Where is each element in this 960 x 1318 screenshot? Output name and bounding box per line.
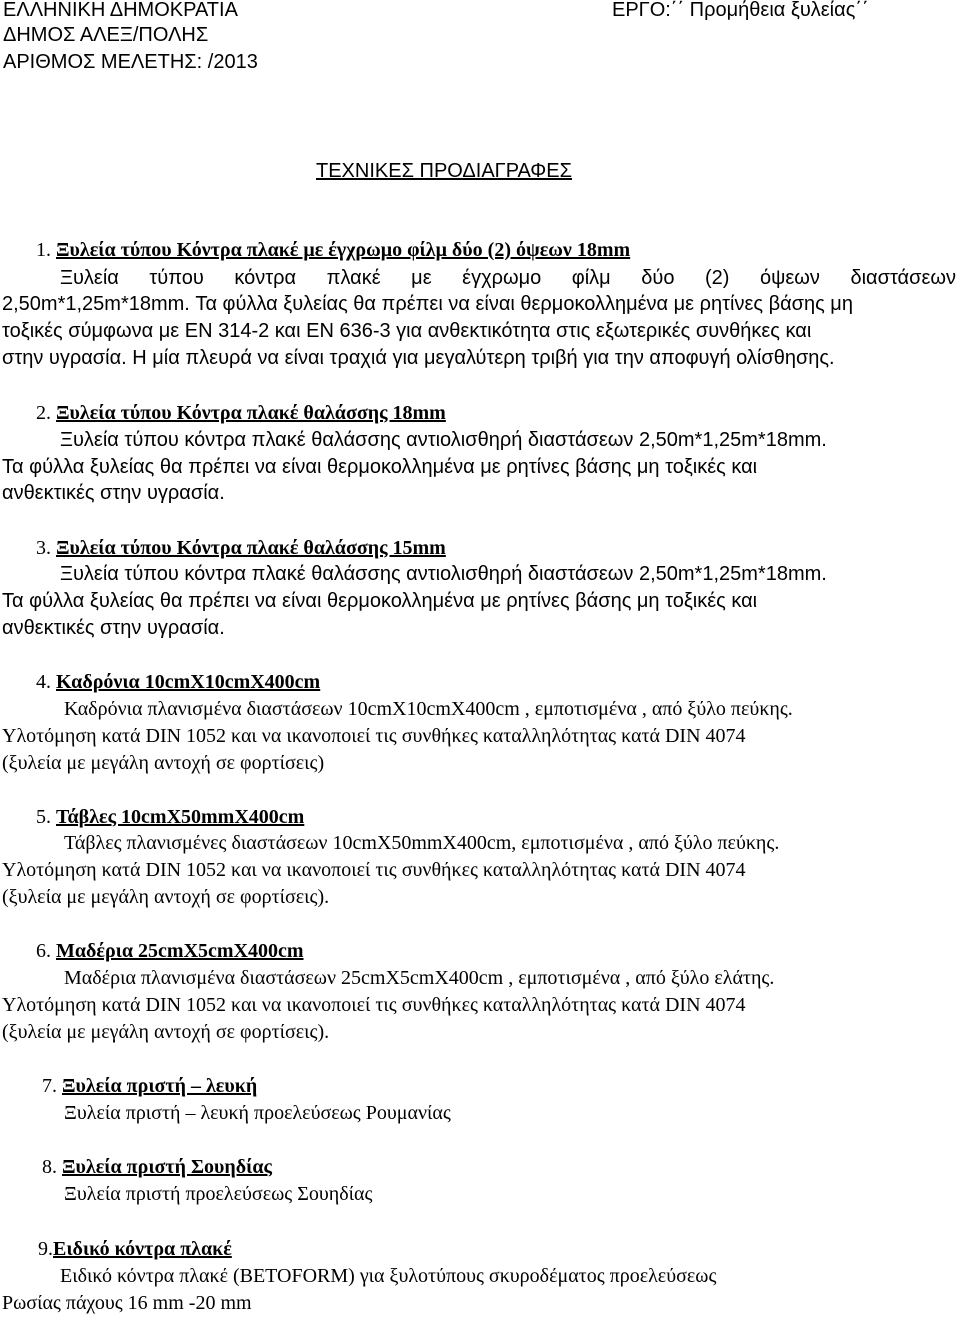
item-4-line-2: Υλοτόμηση κατά DIN 1052 και να ικανοποιεί τις συνθήκες καταλληλότητας κατά DIN 4074 bbox=[2, 725, 746, 747]
item-number: 6. bbox=[36, 940, 51, 962]
item-1-heading bbox=[36, 237, 630, 263]
header-line-3: ΑΡΙΘΜΟΣ ΜΕΛΕΤΗΣ: /2013 bbox=[3, 51, 258, 73]
item-1-line-3: τοξικές σύμφωνα με EN 314-2 και EN 636-3 για ανθεκτικότητα στις εξωτερικές συνθήκες και bbox=[2, 320, 812, 342]
item-number: 1. bbox=[36, 239, 51, 261]
item-heading-text: Μαδέρια 25cmX5cmX400cm bbox=[56, 940, 304, 962]
item-2-line-1: Ξυλεία τύπου κόντρα πλακέ θαλάσσης αντιολισθηρή διαστάσεων 2,50m*1,25m*18mm. bbox=[60, 429, 827, 451]
header-line-2: ΔΗΜΟΣ ΑΛΕΞ/ΠΟΛΗΣ bbox=[3, 24, 209, 46]
item-4-heading bbox=[36, 669, 320, 695]
item-7-heading bbox=[42, 1073, 257, 1099]
item-5-line-3: (ξυλεία με μεγάλη αντοχή σε φορτίσεις). bbox=[2, 886, 330, 908]
item-heading-text: Ξυλεία πριστή Σουηδίας bbox=[62, 1156, 272, 1178]
item-heading-text: Ειδικό κόντρα πλακέ bbox=[53, 1238, 232, 1260]
item-8-line-1: Ξυλεία πριστή προελεύσεως Σουηδίας bbox=[64, 1183, 373, 1205]
item-heading-text: Ξυλεία τύπου Κόντρα πλακέ με έγχρωμο φίλμ δύο (2) όψεων 18mm bbox=[56, 239, 631, 261]
item-5-line-2: Υλοτόμηση κατά DIN 1052 και να ικανοποιεί τις συνθήκες καταλληλότητας κατά DIN 4074 bbox=[2, 859, 746, 881]
item-heading-text: Καδρόνια 10cmX10cmX400cm bbox=[56, 671, 321, 693]
item-4-line-1: Καδρόνια πλανισμένα διαστάσεων 10cmX10cmX400cm , εμποτισμένα , από ξύλο πεύκης. bbox=[64, 698, 793, 720]
item-7-line-1: Ξυλεία πριστή – λευκή προελεύσεως Ρουμανίας bbox=[64, 1102, 451, 1124]
item-4-line-3: (ξυλεία με μεγάλη αντοχή σε φορτίσεις) bbox=[2, 752, 325, 774]
item-number: 5. bbox=[36, 806, 51, 828]
item-number: 2. bbox=[36, 402, 51, 424]
item-heading-text: Τάβλες 10cmX50mmX400cm bbox=[56, 806, 305, 828]
item-number: 9. bbox=[38, 1238, 53, 1260]
item-3-line-2: Τα φύλλα ξυλείας θα πρέπει να είναι θερμοκολλημένα με ρητίνες βάσης μη τοξικές και bbox=[2, 590, 758, 612]
item-number: 7. bbox=[42, 1075, 57, 1097]
item-9-line-1: Ειδικό κόντρα πλακέ (BETOFORM) για ξυλοτύπους σκυροδέματος προελεύσεως bbox=[60, 1265, 717, 1287]
item-heading-text: Ξυλεία πριστή – λευκή bbox=[62, 1075, 258, 1097]
item-6-line-1: Μαδέρια πλανισμένα διαστάσεων 25cmX5cmX400cm , εμποτισμένα , από ξύλο ελάτης. bbox=[64, 967, 775, 989]
item-5-line-1: Τάβλες πλανισμένες διαστάσεων 10cmX50mmX400cm, εμποτισμένα , από ξύλο πεύκης. bbox=[64, 832, 780, 854]
item-3-heading bbox=[36, 535, 446, 561]
item-5-heading bbox=[36, 804, 304, 830]
item-6-heading bbox=[36, 938, 304, 964]
page-title: ΤΕΧΝΙΚΕΣ ΠΡΟΔΙΑΓΡΑΦΕΣ bbox=[316, 160, 572, 182]
header-line-1: ΕΛΛΗΝΙΚΗ ΔΗΜΟΚΡΑΤΙΑ bbox=[3, 0, 238, 21]
item-1-line-2: 2,50m*1,25m*18mm. Τα φύλλα ξυλείας θα πρέπει να είναι θερμοκολλημένα με ρητίνες βάσης μη bbox=[2, 293, 853, 315]
project-title: ΕΡΓΟ:΄΄ Προμήθεια ξυλείας΄΄ bbox=[612, 0, 869, 21]
item-2-heading bbox=[36, 400, 446, 426]
item-6-line-2: Υλοτόμηση κατά DIN 1052 και να ικανοποιεί τις συνθήκες καταλληλότητας κατά DIN 4074 bbox=[2, 994, 746, 1016]
item-number: 3. bbox=[36, 537, 51, 559]
item-9-line-2: Ρωσίας πάχους 16 mm -20 mm bbox=[2, 1292, 252, 1314]
item-number: 8. bbox=[42, 1156, 57, 1178]
item-3-line-1: Ξυλεία τύπου κόντρα πλακέ θαλάσσης αντιολισθηρή διαστάσεων 2,50m*1,25m*18mm. bbox=[60, 563, 827, 585]
item-1-line-1: Ξυλεία τύπου κόντρα πλακέ με έγχρωμο φίλμ δύο (2) όψεων διαστάσεων bbox=[60, 267, 956, 289]
item-1-line-4: στην υγρασία. Η μία πλευρά να είναι τραχιά για μεγαλύτερη τριβή για την αποφυγή ολίσθησης. bbox=[2, 347, 835, 369]
item-2-line-3: ανθεκτικές στην υγρασία. bbox=[2, 482, 225, 504]
item-3-line-3: ανθεκτικές στην υγρασία. bbox=[2, 617, 225, 639]
item-heading-text: Ξυλεία τύπου Κόντρα πλακέ θαλάσσης 18mm bbox=[56, 402, 446, 424]
item-9-heading bbox=[38, 1236, 232, 1262]
item-6-line-3: (ξυλεία με μεγάλη αντοχή σε φορτίσεις). bbox=[2, 1021, 330, 1043]
item-2-line-2: Τα φύλλα ξυλείας θα πρέπει να είναι θερμοκολλημένα με ρητίνες βάσης μη τοξικές και bbox=[2, 456, 758, 478]
item-8-heading bbox=[42, 1154, 272, 1180]
item-heading-text: Ξυλεία τύπου Κόντρα πλακέ θαλάσσης 15mm bbox=[56, 537, 446, 559]
item-number: 4. bbox=[36, 671, 51, 693]
